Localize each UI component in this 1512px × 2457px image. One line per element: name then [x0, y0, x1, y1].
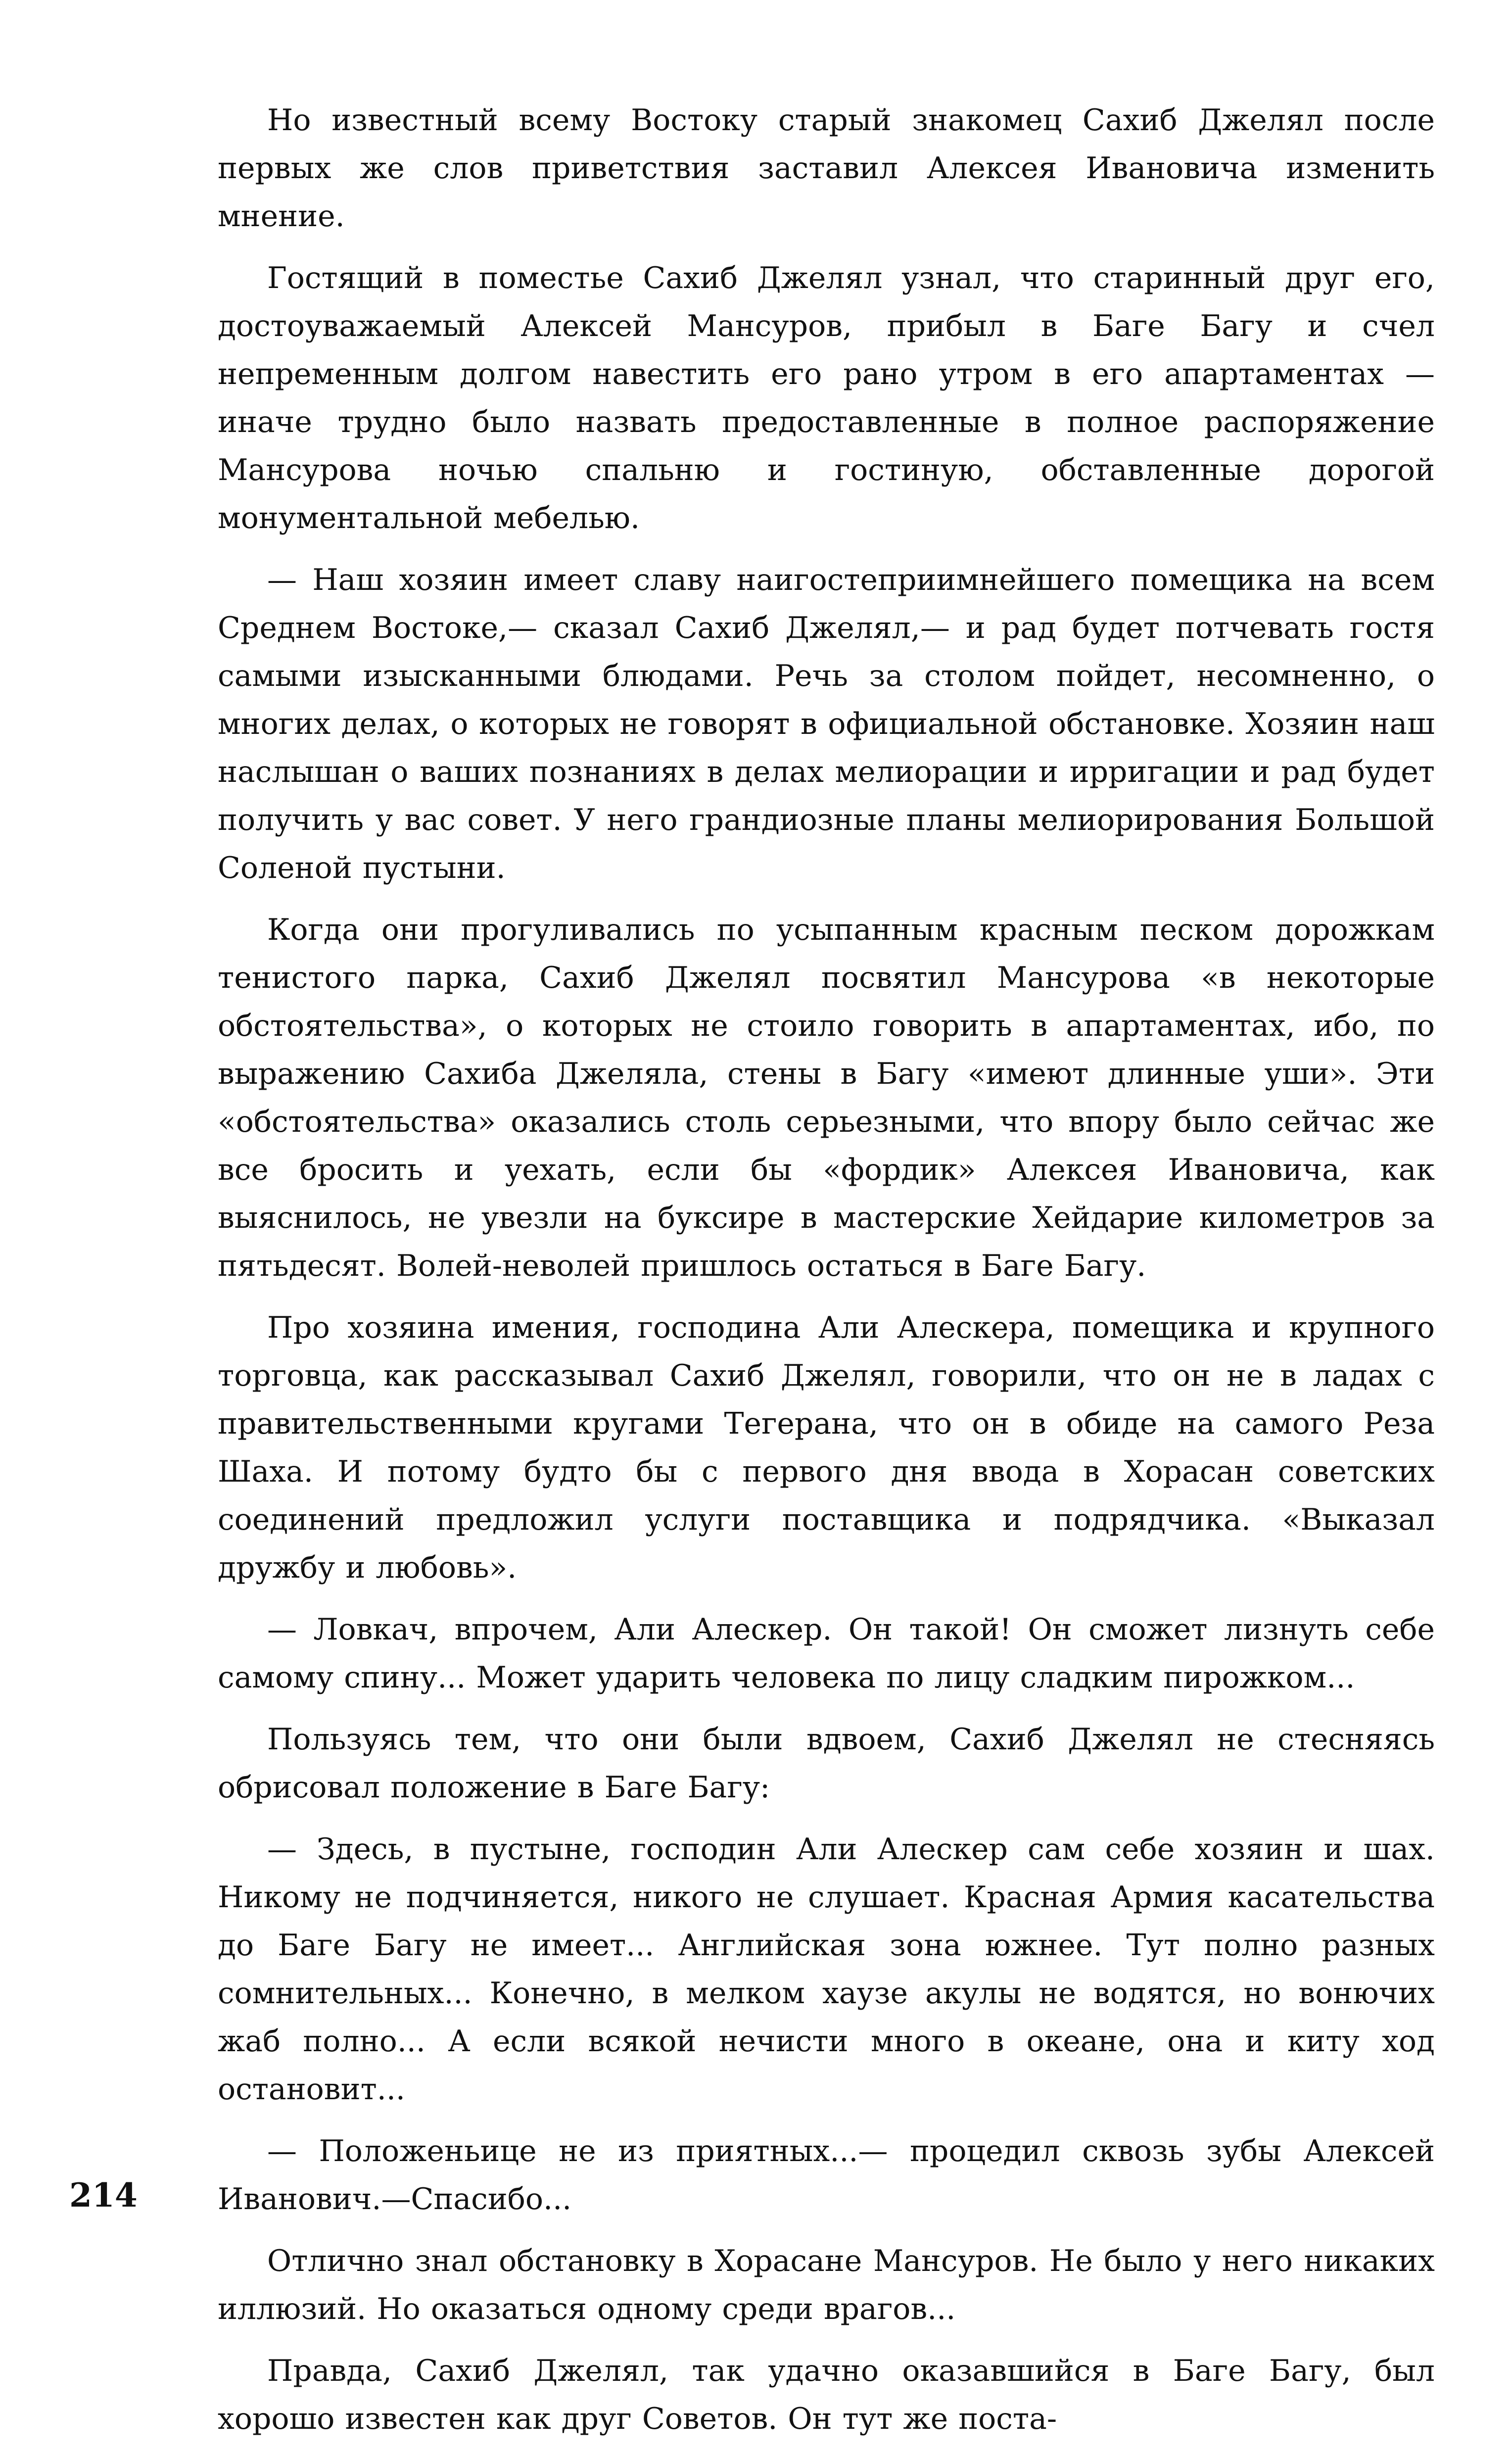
- paragraph: — Здесь, в пустыне, господин Али Алескер сам себе хозяин и шах. Никому не подчиняется, никого не слушает. Красная Армия касательства до Баге Багу не имеет... Английская зона южнее. Тут полно разных сомнительных... Конечно, в мелком хаузе акулы не водятся, но вонючих жаб полно... А если всякой нечисти много в океане, она и киту ход остановит...: [218, 1832, 1435, 2107]
- paragraph: Гостящий в поместье Сахиб Джелял узнал, что старинный друг его, достоуважаемый Алексей Мансуров, прибыл в Баге Багу и счел непременным долгом навестить его рано утром в его апартаментах — иначе трудно было назвать предоставленные в полное распоряжение Мансурова ночью спальню и гостиную, обставленные дорогой монументальной мебелью.: [218, 261, 1435, 535]
- book-page-text: [218, 96, 1435, 2457]
- paragraph: Про хозяина имения, господина Али Алескера, помещика и крупного торговца, как рассказывал Сахиб Джелял, говорили, что он не в ладах с правительственными кругами Тегерана, что он в обиде на самого Реза Шаха. И потому будто бы с первого дня ввода в Хорасан советских соединений предложил услуги поставщика и подрядчика. «Выказал дружбу и любовь».: [218, 1310, 1435, 1585]
- page-number: 214: [69, 2176, 138, 2215]
- paragraph: — Ловкач, впрочем, Али Алескер. Он такой! Он сможет лизнуть себе самому спину... Может ударить человека по лицу сладким пирожком...: [218, 1612, 1435, 1695]
- paragraph: Правда, Сахиб Джелял, так удачно оказавшийся в Баге Багу, был хорошо известен как друг Советов. Он тут же поста-: [218, 2354, 1435, 2436]
- paragraph: Отлично знал обстановку в Хорасане Мансуров. Не было у него никаких иллюзий. Но оказаться одному среди врагов...: [218, 2244, 1435, 2326]
- paragraph: Когда они прогуливались по усыпанным красным песком дорожкам тенистого парка, Сахиб Джелял посвятил Мансурова «в некоторые обстоятельства», о которых не стоило говорить в апартаментах, ибо, по выражению Сахиба Джеляла, стены в Багу «имеют длинные уши». Эти «обстоятельства» оказались столь серьезными, что впору было сейчас же все бросить и уехать, если бы «фордик» Алексея Ивановича, как выяснилось, не увезли на буксире в мастерские Хейдарие километров за пятьдесят. Волей-неволей пришлось остаться в Баге Багу.: [218, 913, 1435, 1283]
- paragraph: — Наш хозяин имеет славу наигостеприимнейшего помещика на всем Среднем Востоке,— сказал Сахиб Джелял,— и рад будет потчевать гостя самыми изысканными блюдами. Речь за столом пойдет, несомненно, о многих делах, о которых не говорят в официальной обстановке. Хозяин наш наслышан о ваших познаниях в делах мелиорации и ирригации и рад будет получить у вас совет. У него грандиозные планы мелиорирования Большой Соленой пустыни.: [218, 563, 1435, 885]
- paragraph: — Положеньице не из приятных...— процедил сквозь зубы Алексей Иванович.—Спасибо...: [218, 2134, 1435, 2216]
- paragraph: Но известный всему Востоку старый знакомец Сахиб Джелял после первых же слов приветствия заставил Алексея Ивановича изменить мнение.: [218, 103, 1435, 234]
- paragraph: Пользуясь тем, что они были вдвоем, Сахиб Джелял не стесняясь обрисовал положение в Баге Багу:: [218, 1722, 1435, 1805]
